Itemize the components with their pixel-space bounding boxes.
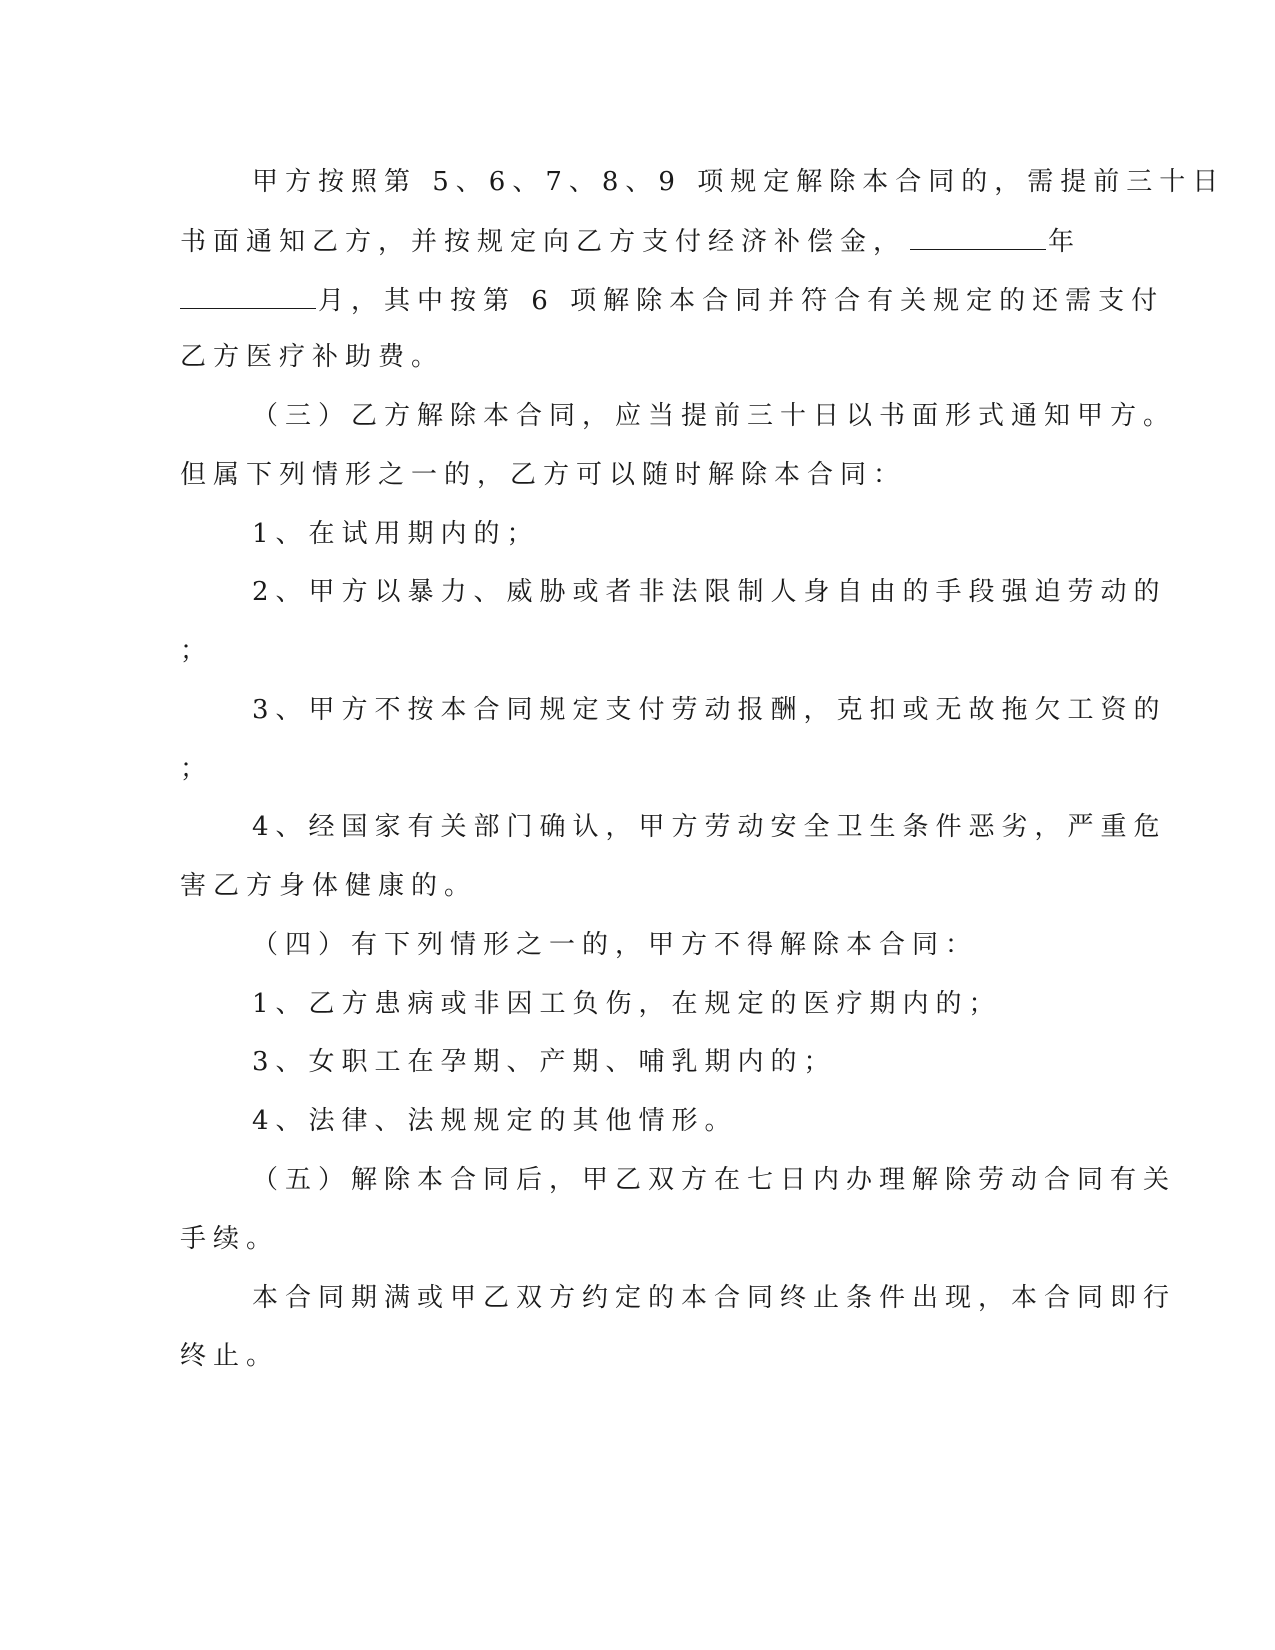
list-item: 4、经国家有关部门确认，甲方劳动安全卫生条件恶劣，严重危 [252,812,1167,842]
paragraph-text: 月，其中按第 6 项解除本合同并符合有关规定的还需支付 [318,286,1165,316]
paragraph-line: 终止。 [180,1341,280,1371]
paragraph-line: （三）乙方解除本合同，应当提前三十日以书面形式通知甲方。 [252,401,1177,431]
paragraph-line: 本合同期满或甲乙双方约定的本合同终止条件出现，本合同即行 [252,1283,1177,1313]
fill-in-blank [910,225,1046,250]
list-item: 3、女职工在孕期、产期、哺乳期内的； [252,1047,837,1077]
fill-in-blank [180,284,316,309]
paragraph-line: （五）解除本合同后，甲乙双方在七日内办理解除劳动合同有关 [252,1165,1177,1195]
paragraph-line: （四）有下列情形之一的，甲方不得解除本合同： [252,930,979,960]
list-item: 1、乙方患病或非因工负伤，在规定的医疗期内的； [252,989,1002,1019]
paragraph-line: 手续。 [180,1224,280,1254]
list-item: 1、在试用期内的； [252,519,540,549]
list-item-continuation: 害乙方身体健康的。 [180,871,478,901]
list-item: 2、甲方以暴力、威胁或者非法限制人身自由的手段强迫劳动的 [252,577,1167,607]
paragraph-line: 但属下列情形之一的，乙方可以随时解除本合同： [180,460,907,490]
paragraph-line [180,284,1164,316]
unit-text: 年 [1048,227,1082,257]
paragraph-line [180,225,1081,257]
paragraph-text: 书面通知乙方，并按规定向乙方支付经济补偿金， [180,227,907,257]
list-item: 3、甲方不按本合同规定支付劳动报酬，克扣或无故拖欠工资的 [252,695,1167,725]
paragraph-line: 乙方医疗补助费。 [180,342,445,372]
list-item: 4、法律、法规规定的其他情形。 [252,1106,738,1136]
list-item-continuation: ； [180,636,214,666]
paragraph-line: 甲方按照第 5、6、7、8、9 项规定解除本合同的，需提前三十日 [252,167,1226,197]
list-item-continuation: ； [180,754,214,784]
